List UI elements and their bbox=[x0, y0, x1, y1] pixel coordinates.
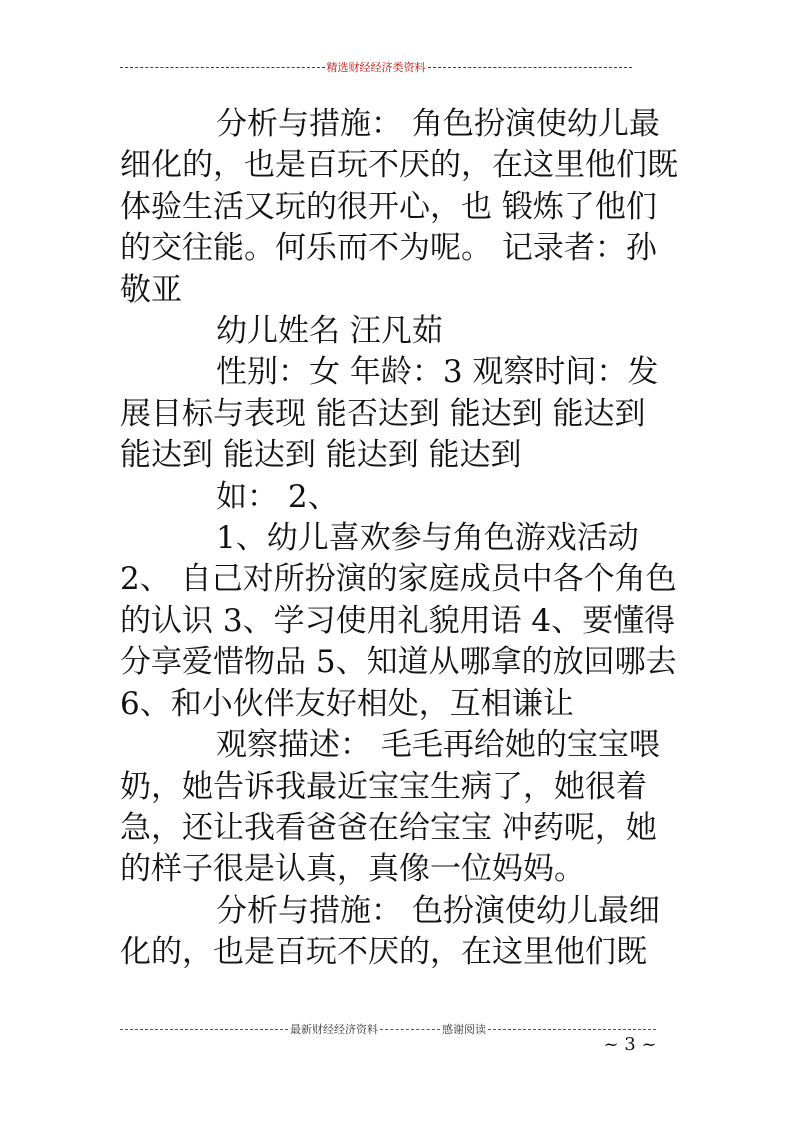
page-number: ~ 3 ~ bbox=[603, 1034, 657, 1055]
header-rule-right bbox=[428, 67, 633, 68]
document-body bbox=[120, 104, 680, 974]
paragraph-analysis-1: 分析与措施： 角色扮演使幼儿最细化的，也是百玩不厌的，在这里他们既体验生活又玩的很开心，也 锻炼了他们的交往能。何乐而不为呢。 记录者：孙敬亚 bbox=[120, 106, 678, 308]
footer-rule-middle bbox=[380, 1029, 440, 1030]
header-label: 精选财经经济类资料 bbox=[326, 61, 426, 74]
paragraph-goals: 1、幼儿喜欢参与角色游戏活动 2、 自己对所扮演的家庭成员中各个角色的认识 3、学习使用礼貌用语 4、要懂得分享爱惜物品 5、知道从哪拿的放回哪去 6、和小伙伴友好相处，互相谦让 bbox=[120, 520, 677, 722]
paragraph-child-name: 幼儿姓名 汪凡茹 bbox=[216, 313, 443, 350]
footer-left-label: 最新财经经济资料 bbox=[290, 1023, 378, 1036]
paragraph-child-info: 性别：女 年龄：3 观察时间：发展目标与表现 能否达到 能达到 能达到 能达到 能达到 能达到 能达到 bbox=[120, 354, 659, 474]
paragraph-observation: 观察描述： 毛毛再给她的宝宝喂奶，她告诉我最近宝宝生病了，她很着急，还让我看爸爸在给宝宝 冲药呢，她的样子很是认真，真像一位妈妈。 bbox=[120, 727, 660, 888]
page-footer bbox=[120, 1021, 656, 1037]
footer-right-label: 感谢阅读 bbox=[442, 1023, 486, 1036]
footer-rule-left bbox=[120, 1029, 288, 1030]
footer-rule-right bbox=[488, 1029, 656, 1030]
header-rule-left bbox=[120, 67, 325, 68]
page-header bbox=[120, 59, 632, 75]
paragraph-example: 如： 2、 bbox=[216, 478, 339, 515]
paragraph-analysis-2: 分析与措施： 色扮演使幼儿最细化的，也是百玩不厌的，在这里他们既 bbox=[120, 892, 660, 971]
